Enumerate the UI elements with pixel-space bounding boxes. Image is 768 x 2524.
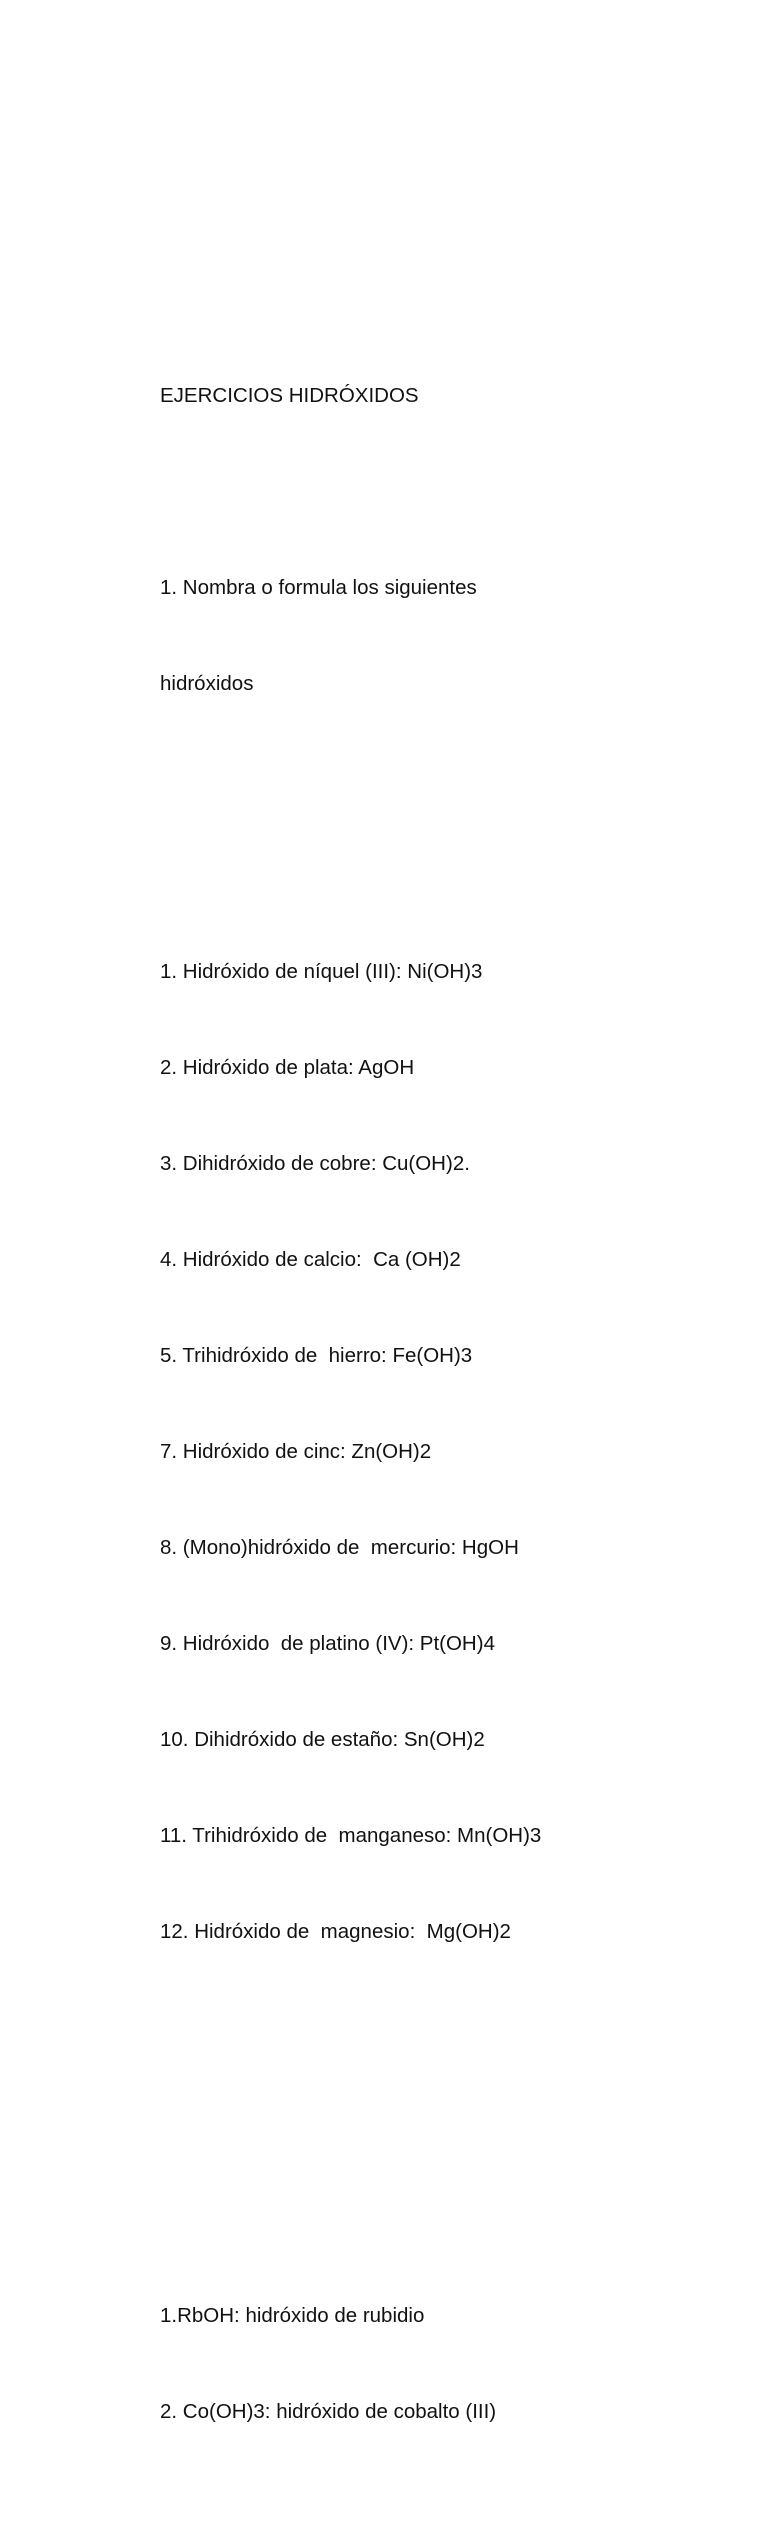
list-item: 4. Hidróxido de calcio: Ca (OH)2 bbox=[160, 1248, 461, 1271]
list-item: 10. Dihidróxido de estaño: Sn(OH)2 bbox=[160, 1728, 485, 1751]
spacer bbox=[160, 764, 720, 796]
list-item: 12. Hidróxido de magnesio: Mg(OH)2 bbox=[160, 1920, 511, 1943]
instruction-line: 1. Nombra o formula los siguientes bbox=[160, 576, 477, 599]
spacer bbox=[160, 476, 720, 508]
list-item: 8. (Mono)hidróxido de mercurio: HgOH bbox=[160, 1536, 519, 1559]
document-body bbox=[160, 316, 720, 2524]
list-item: 2. Co(OH)3: hidróxido de cobalto (III) bbox=[160, 2400, 497, 2423]
list-item: 11. Trihidróxido de manganeso: Mn(OH)3 bbox=[160, 1824, 542, 1847]
list-item: 7. Hidróxido de cinc: Zn(OH)2 bbox=[160, 1440, 432, 1463]
list-item: 9. Hidróxido de platino (IV): Pt(OH)4 bbox=[160, 1632, 495, 1655]
list-item: 1.RbOH: hidróxido de rubidio bbox=[160, 2304, 425, 2327]
list-item: 5. Trihidróxido de hierro: Fe(OH)3 bbox=[160, 1344, 473, 1367]
spacer bbox=[160, 2108, 720, 2140]
list-item: 3. Dihidróxido de cobre: Cu(OH)2. bbox=[160, 1152, 470, 1175]
list-item: 2. Hidróxido de plata: AgOH bbox=[160, 1056, 415, 1079]
name-to-formula-list bbox=[160, 892, 720, 2012]
formula-to-name-list bbox=[160, 2236, 720, 2492]
document-title: EJERCICIOS HIDRÓXIDOS bbox=[160, 384, 419, 407]
list-item: 1. Hidróxido de níquel (III): Ni(OH)3 bbox=[160, 960, 483, 983]
instruction-line: hidróxidos bbox=[160, 672, 254, 695]
